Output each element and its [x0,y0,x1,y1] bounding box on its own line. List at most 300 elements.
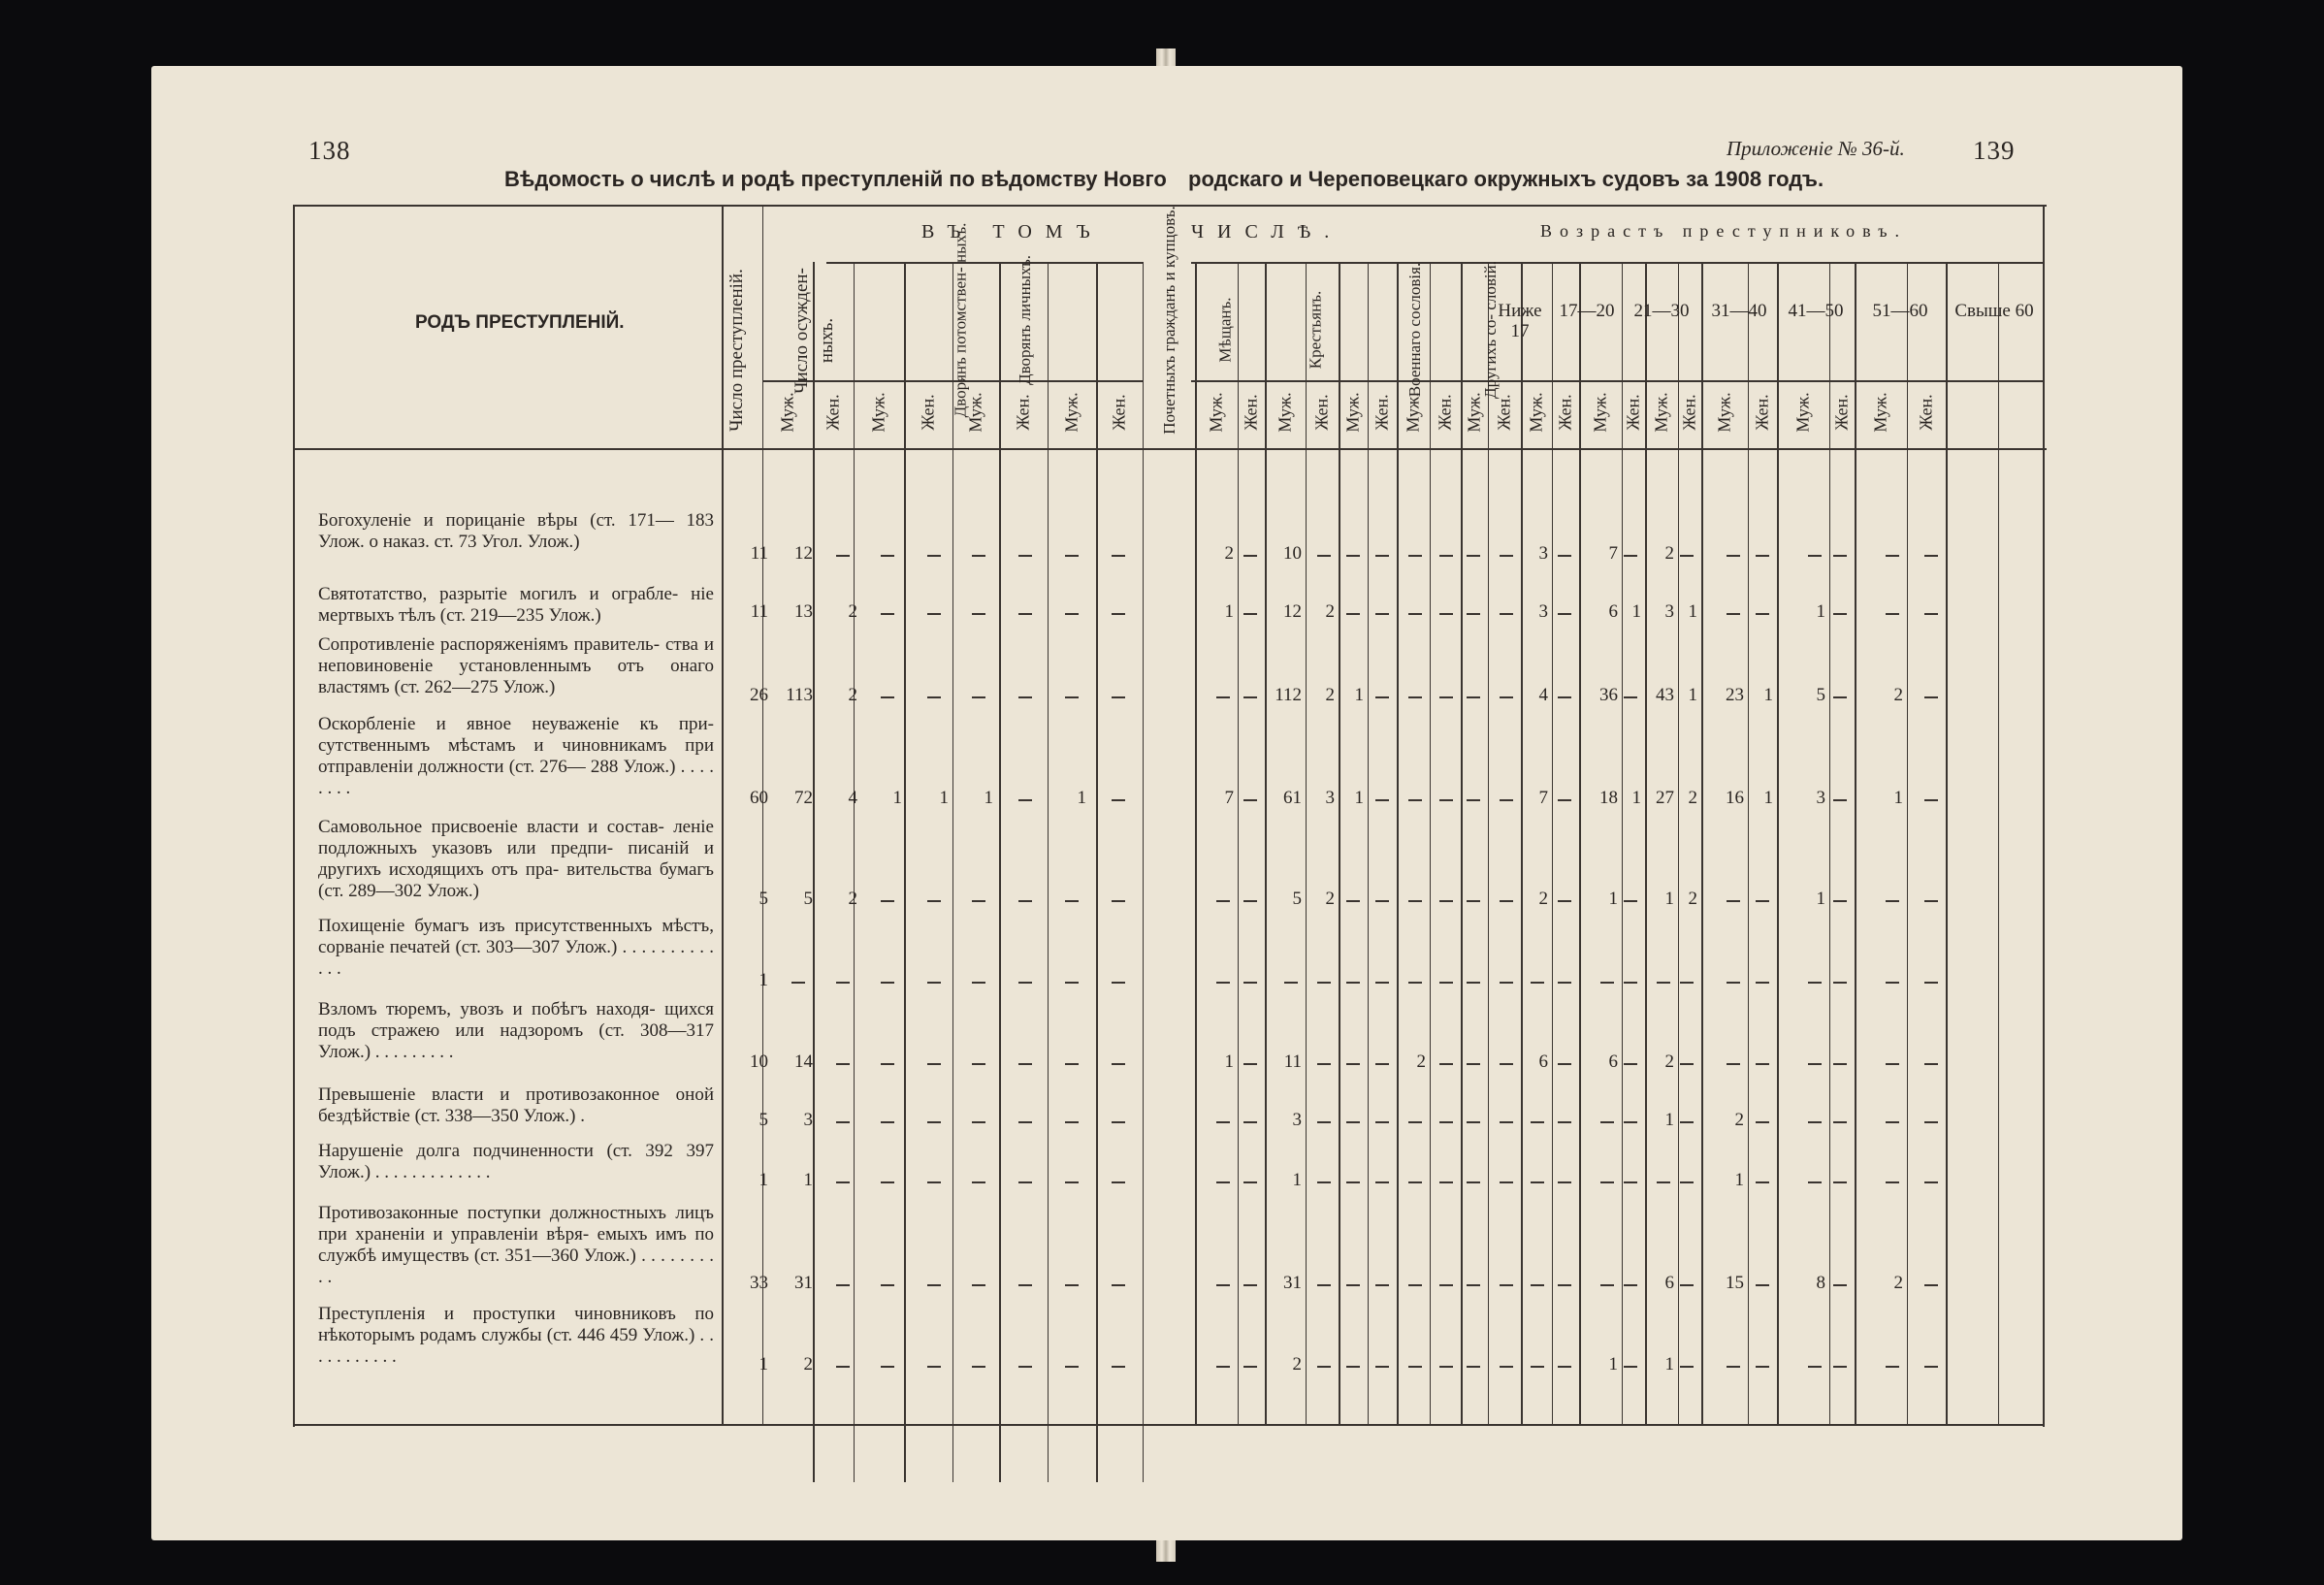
value-dash [1018,613,1032,615]
value-dash [972,1063,985,1065]
value-dash [1467,900,1480,902]
rule-right-border [2043,205,2045,1427]
value-cell: 1 [1631,788,1641,808]
crime-description: Нарушеніе долга подчиненности (ст. 392 397 Улож.) . . . . . . . . . . . . . [318,1141,714,1182]
value-dash [1924,799,1938,801]
female-subheader: Жен. [918,394,938,431]
rule-col-left [854,262,855,1482]
crime-description: Противозаконные поступки должностныхъ лицъ при храненіи и управленіи вѣря- емыхъ имъ по службѣ имуществъ (ст. 351—360 Улож.) . . . . . . . . . . [318,1203,714,1287]
value-dash [1112,799,1125,801]
value-cell: 2 [1688,788,1697,808]
value-dash [1408,1284,1422,1286]
value-cell: 3 [1538,543,1548,564]
title-right: родскаго и Череповецкаго окружныхъ судовъ за 1908 годъ. [1188,167,1824,191]
value-dash [881,982,894,984]
value-dash [1375,799,1389,801]
value-dash [1756,1181,1769,1183]
value-dash [1065,1366,1079,1368]
value-dash [1886,1366,1899,1368]
value-dash [1216,1181,1230,1183]
value-dash [1439,1063,1453,1065]
value-dash [1018,982,1032,984]
male-subheader: Муж. [1714,392,1734,433]
value-dash [881,1121,894,1123]
value-dash [1833,1063,1847,1065]
value-dash [972,555,985,557]
value-dash [1558,1181,1571,1183]
value-dash [1317,555,1331,557]
value-cell: 1 [1664,1110,1674,1130]
value-dash [1065,1284,1079,1286]
crime-description: Оскорбленіе и явное неуваженіе къ при- сутственнымъ мѣстамъ и чиновникамъ при отправленіи должности (ст. 276— 288 Улож.) . . . . . . . . [318,714,714,798]
value-dash [1756,555,1769,557]
value-dash [1317,1121,1331,1123]
value-dash [1018,1121,1032,1123]
male-subheader: Муж. [1403,392,1423,433]
value-dash [1065,696,1079,698]
crime-row-5 [318,817,714,902]
value-dash [1531,982,1544,984]
value-dash [1727,982,1740,984]
value-cell: 5 [1816,685,1825,705]
value-dash [1657,982,1670,984]
female-subheader: Жен. [1752,394,1772,431]
value-dash [1439,900,1453,902]
value-dash [1018,900,1032,902]
value-dash [1439,1284,1453,1286]
value-dash [1833,1284,1847,1286]
value-cell: 5 [803,889,813,909]
value-cell: 7 [1224,788,1234,808]
value-dash [1680,1284,1694,1286]
age-header-4: 31—40 [1711,301,1767,321]
value-dash [1375,555,1389,557]
value-dash [1375,1366,1389,1368]
value-cell: 2 [1893,685,1903,705]
value-dash [1924,1181,1938,1183]
value-cell: 2 [848,685,857,705]
value-cell: 1 [1224,601,1234,622]
male-subheader: Муж. [777,392,797,433]
value-dash [1346,1121,1360,1123]
age-header-2: 17—20 [1559,301,1615,321]
value-dash [1112,982,1125,984]
group-header-6: Военнаго сословія. [1405,262,1425,398]
value-dash [1346,1181,1360,1183]
value-dash [1833,982,1847,984]
crime-kind-header: РОДЪ ПРЕСТУПЛЕНІЙ. [415,312,625,333]
value-dash [836,1181,850,1183]
value-cell: 3 [1664,601,1674,622]
value-dash [1216,1284,1230,1286]
value-dash [881,1181,894,1183]
value-cell: 2 [1416,1051,1426,1072]
age-header-3: 21—30 [1633,301,1690,321]
value-dash [1317,1366,1331,1368]
value-cell: 2 [1325,889,1335,909]
value-dash [972,900,985,902]
value-dash [1467,1063,1480,1065]
value-dash [972,613,985,615]
value-dash [1500,1284,1513,1286]
rule-col-left [722,205,724,1425]
value-dash [1065,900,1079,902]
female-subheader: Жен. [1372,394,1392,431]
value-dash [1346,982,1360,984]
value-cell: 1 [1734,1170,1744,1190]
value-dash [1439,799,1453,801]
value-cell: 1 [892,788,902,808]
value-cell: 2 [1664,1051,1674,1072]
value-dash [1018,799,1032,801]
value-dash [927,1121,941,1123]
value-dash [1317,1181,1331,1183]
value-dash [1439,1366,1453,1368]
value-dash [1680,555,1694,557]
value-dash [1467,982,1480,984]
value-dash [1018,1366,1032,1368]
value-dash [1531,1181,1544,1183]
value-dash [1375,1284,1389,1286]
value-dash [1375,696,1389,698]
value-cell: 1 [759,970,768,990]
value-dash [1886,613,1899,615]
value-dash [1284,982,1298,984]
group-header-7: Другихъ со- словій. [1480,261,1500,399]
value-dash [1808,555,1822,557]
value-dash [1808,1121,1822,1123]
value-cell: 6 [1608,1051,1618,1072]
age-header-6: 51—60 [1872,301,1928,321]
value-cell: 14 [794,1051,813,1072]
appendix-label: Приложеніе № 36-й. [1727,137,1905,160]
value-dash [1833,799,1847,801]
value-cell: 2 [1224,543,1234,564]
value-dash [1531,1284,1544,1286]
value-cell: 1 [1631,601,1641,622]
value-cell: 113 [786,685,813,705]
value-cell: 6 [1608,601,1618,622]
crime-description: Похищеніе бумагъ изъ присутственныхъ мѣстъ, сорваніе печатей (ст. 303—307 Улож.) . . . . . . . . . . . . . [318,916,714,979]
age-header: Возрастъ преступниковъ. [1540,221,1908,241]
value-dash [1216,696,1230,698]
value-dash [1886,555,1899,557]
value-dash [1924,1366,1938,1368]
value-dash [1808,1366,1822,1368]
value-cell: 18 [1599,788,1618,808]
value-cell: 5 [759,889,768,909]
value-cell: 6 [1538,1051,1548,1072]
value-dash [1756,613,1769,615]
value-dash [1833,1181,1847,1183]
value-dash [1018,1063,1032,1065]
value-cell: 13 [794,601,813,622]
value-dash [791,982,805,984]
value-dash [1680,1181,1694,1183]
value-dash [1439,1181,1453,1183]
value-dash [1886,1121,1899,1123]
num-convicted-header-2: ныхъ. [817,317,838,364]
value-cell: 1 [1292,1170,1302,1190]
value-cell: 10 [1283,543,1302,564]
male-subheader: Муж. [1206,392,1226,433]
value-dash [1408,1181,1422,1183]
value-dash [1439,982,1453,984]
value-dash [1112,1121,1125,1123]
value-dash [927,696,941,698]
value-dash [1500,1121,1513,1123]
value-dash [1500,1366,1513,1368]
value-dash [1408,1366,1422,1368]
male-subheader: Муж. [1526,392,1546,433]
value-cell: 33 [750,1273,768,1293]
value-cell: 1 [1816,601,1825,622]
num-crimes-header: Число преступленій. [726,269,747,432]
female-subheader: Жен. [1623,394,1643,431]
value-dash [1346,1284,1360,1286]
rule-col-left [904,262,906,1482]
value-dash [1467,1121,1480,1123]
rule-col-left [1143,262,1144,1482]
value-dash [927,1366,941,1368]
value-dash [1833,696,1847,698]
value-cell: 1 [1608,1354,1618,1375]
value-cell: 2 [848,601,857,622]
male-subheader: Муж. [868,392,888,433]
value-dash [927,900,941,902]
value-dash [1600,1181,1614,1183]
value-dash [1408,1121,1422,1123]
female-subheader: Жен. [1241,394,1261,431]
value-dash [1657,1181,1670,1183]
value-dash [1624,1181,1637,1183]
value-dash [1216,1366,1230,1368]
value-dash [1018,696,1032,698]
value-dash [1756,1063,1769,1065]
value-cell: 7 [1538,788,1548,808]
value-cell: 2 [1664,543,1674,564]
value-dash [1112,900,1125,902]
value-cell: 15 [1726,1273,1744,1293]
value-cell: 1 [1688,685,1697,705]
value-dash [1439,613,1453,615]
value-dash [1408,555,1422,557]
value-dash [1680,1063,1694,1065]
value-dash [1808,1063,1822,1065]
value-dash [1317,1284,1331,1286]
value-dash [836,1284,850,1286]
rule-left-border [293,205,295,1427]
value-cell: 1 [939,788,949,808]
age-header-5: 41—50 [1788,301,1844,321]
value-dash [1065,1063,1079,1065]
age-header-7: Свыше 60 [1954,301,2034,321]
value-dash [1408,799,1422,801]
value-cell: 1 [1077,788,1086,808]
value-dash [972,1181,985,1183]
left-page-number: 138 [308,136,351,165]
value-dash [1924,1121,1938,1123]
rule-col-left [1096,262,1098,1482]
male-subheader: Муж. [1792,392,1813,433]
group-header-3: Почетныхъ гражданъ и купцовъ. [1159,206,1178,435]
female-subheader: Жен. [1679,394,1699,431]
value-cell: 1 [759,1170,768,1190]
crime-row-1 [318,510,714,553]
value-dash [1346,1063,1360,1065]
crime-row-7 [318,999,714,1063]
value-dash [1346,555,1360,557]
value-dash [1558,1284,1571,1286]
value-dash [972,1121,985,1123]
crime-row-3 [318,634,714,698]
value-dash [1317,982,1331,984]
value-dash [1112,1181,1125,1183]
value-dash [927,613,941,615]
value-dash [1833,1366,1847,1368]
value-dash [1727,900,1740,902]
rule-col-left [1048,262,1049,1482]
value-dash [1924,1063,1938,1065]
value-cell: 4 [1538,685,1548,705]
value-cell: 10 [750,1051,768,1072]
value-cell: 4 [848,788,857,808]
value-dash [1065,613,1079,615]
value-cell: 43 [1656,685,1674,705]
value-dash [1756,1121,1769,1123]
value-cell: 1 [1664,889,1674,909]
value-dash [1558,1121,1571,1123]
value-cell: 1 [984,788,993,808]
male-subheader: Муж. [1590,392,1610,433]
value-dash [1886,900,1899,902]
value-dash [1886,1063,1899,1065]
value-dash [1112,1366,1125,1368]
value-cell: 2 [848,889,857,909]
value-dash [1600,1121,1614,1123]
male-subheader: Муж. [1870,392,1890,433]
value-cell: 36 [1599,685,1618,705]
value-dash [972,696,985,698]
value-dash [1808,982,1822,984]
value-cell: 61 [1283,788,1302,808]
value-dash [836,1063,850,1065]
rule-bottom [293,1424,2045,1426]
value-dash [1112,1063,1125,1065]
value-cell: 3 [1816,788,1825,808]
value-dash [1558,982,1571,984]
value-cell: 2 [1325,601,1335,622]
value-cell: 1 [1354,788,1364,808]
crime-row-2 [318,584,714,627]
value-cell: 31 [794,1273,813,1293]
value-dash [1112,696,1125,698]
value-cell: 11 [750,601,768,622]
male-subheader: Муж. [1061,392,1081,433]
value-dash [1467,1366,1480,1368]
value-cell: 1 [1688,601,1697,622]
value-dash [836,982,850,984]
value-cell: 8 [1816,1273,1825,1293]
male-subheader: Муж. [1275,392,1295,433]
value-dash [881,1284,894,1286]
value-dash [1408,613,1422,615]
value-dash [1531,1121,1544,1123]
value-cell: 1 [1664,1354,1674,1375]
rule-subhead-right [1191,380,2045,382]
crime-description: Сопротивленіе распоряженіямъ правитель- ства и неповиновеніе установленнымъ отъ онаго властямъ (ст. 262—275 Улож.) [318,634,714,697]
value-cell: 6 [1664,1273,1674,1293]
female-subheader: Жен. [1109,394,1129,431]
rule-group-right [1191,262,2045,264]
value-dash [1018,1181,1032,1183]
value-dash [1065,982,1079,984]
value-dash [1018,555,1032,557]
rule-col-left [813,262,815,1482]
crime-description: Превышеніе власти и противозаконное оной бездѣйствіе (ст. 338—350 Улож.) . [318,1084,714,1126]
value-dash [1727,1366,1740,1368]
male-subheader: Муж. [1651,392,1671,433]
value-dash [1317,1063,1331,1065]
value-dash [1833,613,1847,615]
female-subheader: Жен. [1013,394,1033,431]
value-dash [836,555,850,557]
value-dash [927,555,941,557]
value-cell: 112 [1275,685,1302,705]
crime-row-4 [318,714,714,799]
rule-col-right [1946,262,1948,1424]
value-cell: 2 [1292,1354,1302,1375]
value-dash [1756,1284,1769,1286]
value-dash [1924,613,1938,615]
value-dash [1408,696,1422,698]
value-dash [1467,613,1480,615]
value-cell: 2 [1325,685,1335,705]
value-dash [927,1063,941,1065]
value-cell: 26 [750,685,768,705]
value-cell: 12 [1283,601,1302,622]
value-dash [1680,1366,1694,1368]
crime-description: Самовольное присвоеніе власти и состав- леніе подложныхъ указовъ или предпи- писаній и другихъ исходящихъ отъ пра- вительства бумагъ (ст. 289—302 Улож.) [318,817,714,901]
value-dash [1500,982,1513,984]
female-subheader: Жен. [1435,394,1455,431]
value-dash [1439,696,1453,698]
value-dash [1112,1284,1125,1286]
value-dash [1756,982,1769,984]
in-that-number-right: ЧИСЛѢ. [1191,221,1343,243]
value-cell: 1 [1608,889,1618,909]
title-left: Вѣдомость о числѣ и родѣ преступленій по вѣдомству Новго [504,167,1167,191]
value-dash [881,696,894,698]
value-dash [1727,555,1740,557]
value-dash [1531,1366,1544,1368]
value-dash [1439,1121,1453,1123]
value-cell: 60 [750,788,768,808]
value-dash [927,982,941,984]
num-convicted-header: Число осужден- [791,268,812,394]
value-dash [1112,613,1125,615]
value-dash [1375,1181,1389,1183]
rule-col-left [999,262,1001,1482]
age-header-1: Ниже 17 [1498,301,1542,341]
value-cell: 5 [1292,889,1302,909]
rule-col-left [952,262,953,1482]
value-dash [1408,900,1422,902]
group-header-5: Крестьянъ. [1306,290,1325,370]
female-subheader: Жен. [1831,394,1852,431]
value-dash [1467,799,1480,801]
value-dash [1375,982,1389,984]
